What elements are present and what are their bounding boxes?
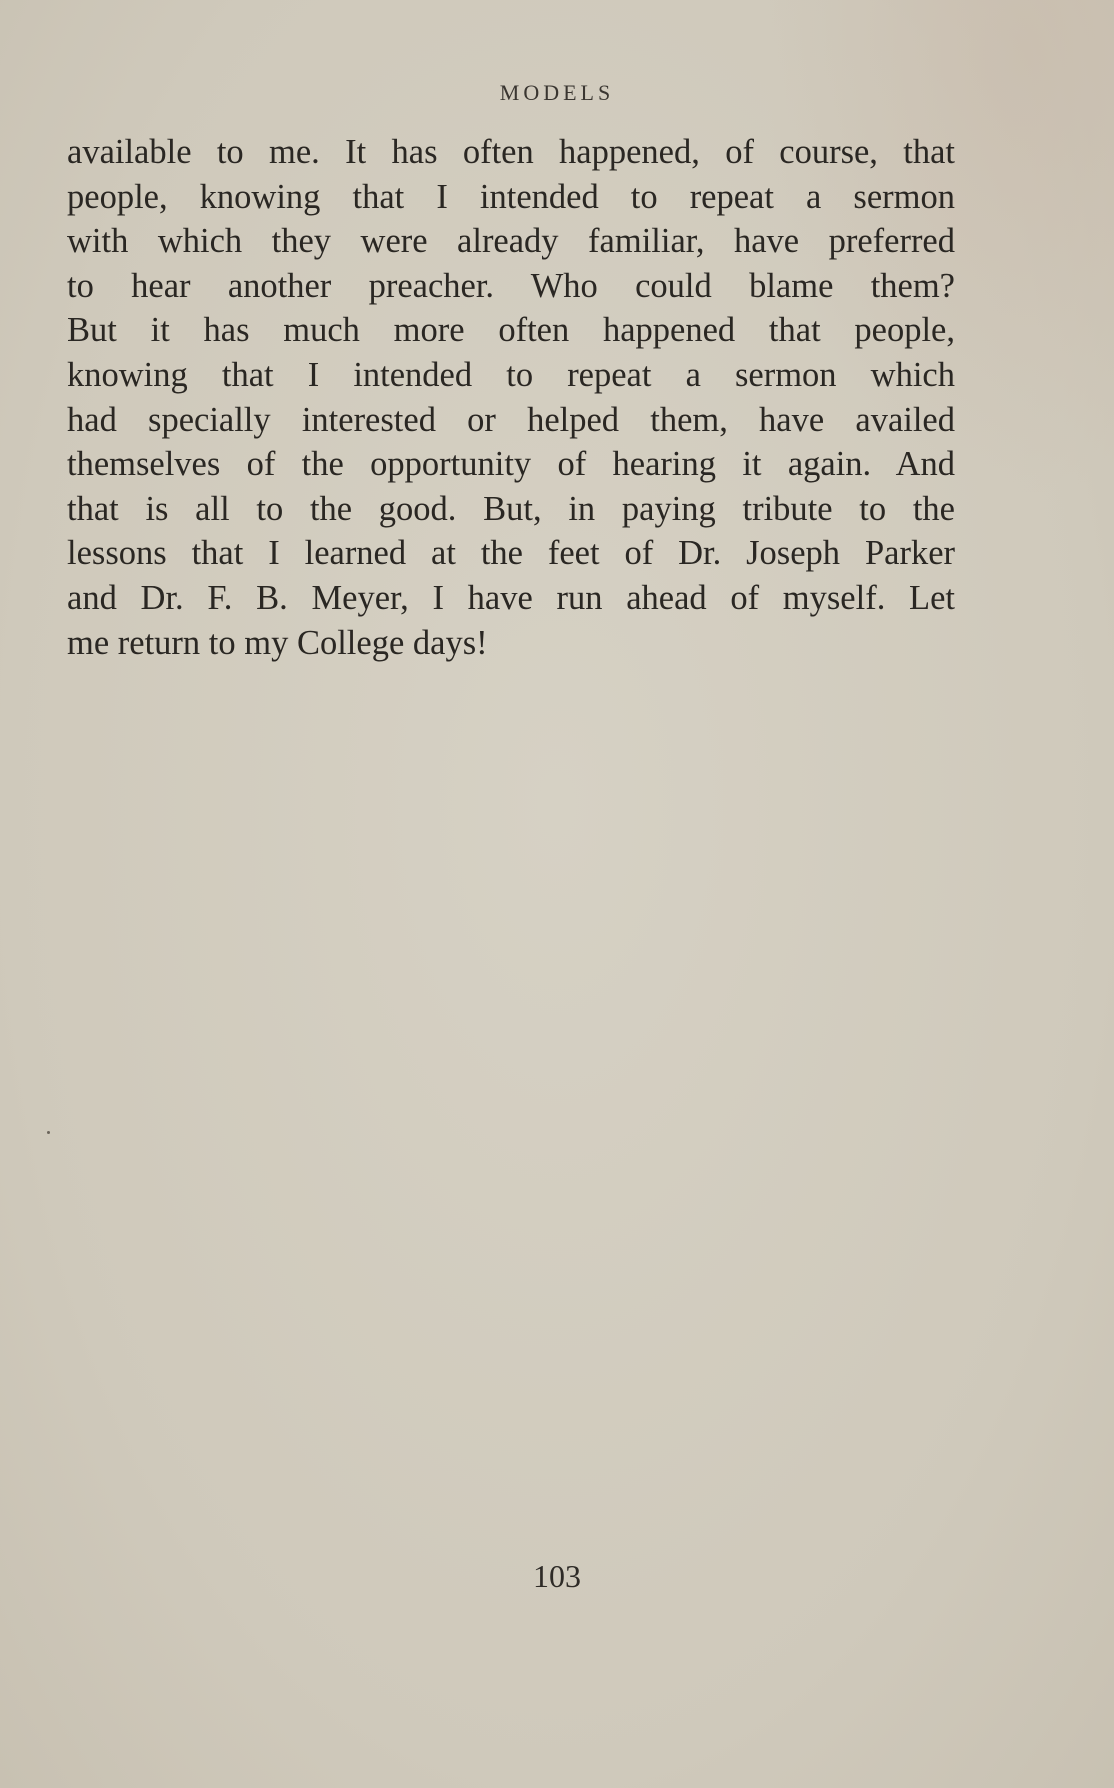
text-line: and Dr. F. B. Meyer, I have run ahead of myself. Let [67,578,955,617]
text-line: But it has much more often happened that people, [67,311,955,350]
body-paragraph [67,130,955,665]
paper-speck [47,1131,50,1134]
text-line: to hear another preacher. Who could blame them? [67,266,955,305]
text-line: people, knowing that I intended to repeat a sermon [67,177,955,216]
page-number: 103 [533,1558,581,1594]
text-line: with which they were already familiar, have preferred [67,222,955,261]
text-line: had specially interested or helped them, have availed [67,400,955,439]
text-line: available to me. It has often happened, of course, that [67,133,955,171]
text-line-last: me return to my College days! [67,623,488,662]
text-line: knowing that I intended to repeat a sermon which [67,355,955,394]
running-head: MODELS [499,80,615,105]
text-line: themselves of the opportunity of hearing it again. And [67,445,955,484]
text-line: lessons that I learned at the feet of Dr. Joseph Parker [67,534,955,573]
text-line: that is all to the good. But, in paying tribute to the [67,489,955,528]
